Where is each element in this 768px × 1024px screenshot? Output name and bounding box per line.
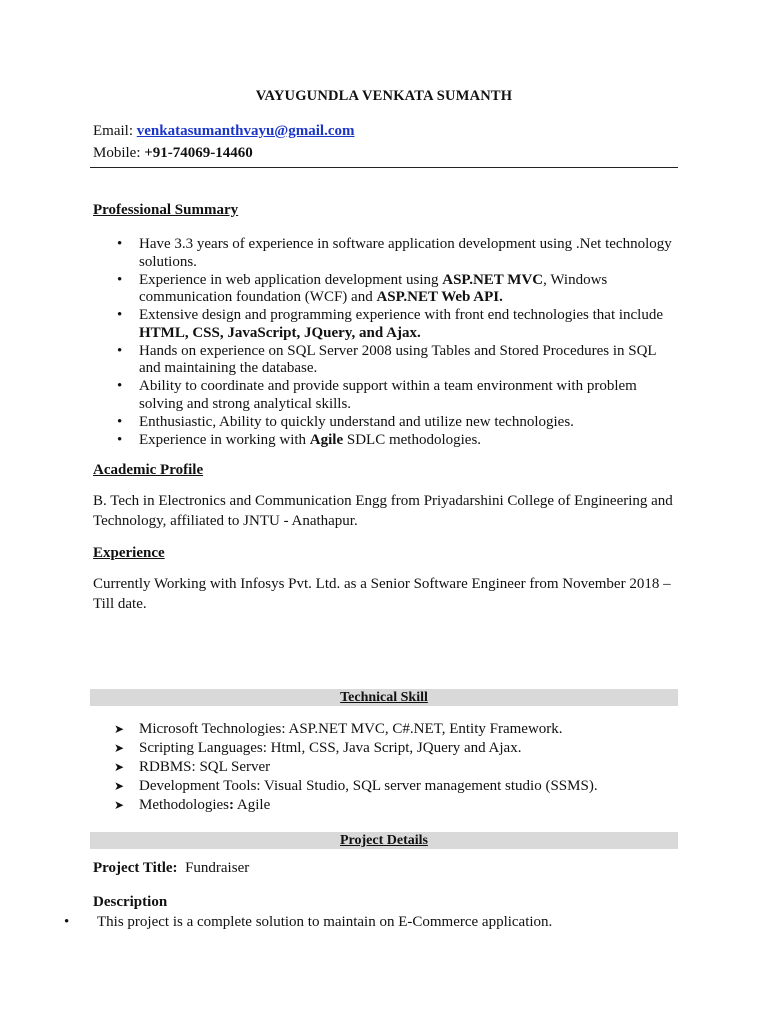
- summary-item: [93, 378, 673, 413]
- arrow-bullet-icon: ➤: [114, 779, 125, 793]
- summary-heading: Professional Summary: [93, 202, 239, 218]
- summary-item-text: Have 3.3 years of experience in software application development using .Net technology solutions.: [139, 236, 672, 270]
- email-link[interactable]: venkatasumanthvayu@gmail.com: [136, 123, 355, 139]
- experience-heading: Experience: [93, 545, 165, 561]
- mobile-number: +91-74069-14460: [144, 145, 253, 161]
- summary-item: [93, 272, 673, 307]
- summary-item-text: Experience in working with: [139, 431, 310, 448]
- description-text: This project is a complete solution to maintain on E-Commerce application.: [97, 914, 553, 930]
- summary-item-text: , Windows communication foundation (WCF) and: [139, 271, 608, 305]
- mobile-line: [93, 145, 253, 163]
- summary-item-bold: HTML, CSS, JavaScript, JQuery, and Ajax.: [139, 324, 421, 341]
- skill-item-text: Scripting Languages: Html, CSS, Java Script, JQuery and Ajax.: [139, 740, 522, 756]
- bullet-icon: •: [117, 307, 123, 323]
- email-label: Email:: [93, 123, 137, 139]
- bullet-icon: •: [117, 271, 123, 288]
- summary-item-text: Hands on experience on SQL Server 2008 using Tables and Stored Procedures in SQL and maintaining the database.: [139, 342, 657, 376]
- technical-skill-band: Technical Skill: [90, 689, 678, 706]
- academic-text: B. Tech in Electronics and Communication Engg from Priyadarshini College of Engineering and Technology, affiliated to JNTU - Anathapur.: [93, 493, 673, 529]
- bullet-icon: •: [117, 413, 123, 430]
- skill-item-text: Methodologies: [139, 797, 229, 813]
- arrow-bullet-icon: ➤: [114, 798, 125, 812]
- skill-item: [93, 720, 683, 739]
- summary-item-bold: Agile: [309, 431, 344, 448]
- skill-item: [93, 739, 683, 758]
- arrow-bullet-icon: ➤: [114, 741, 125, 755]
- skill-item-text: RDBMS: SQL Server: [139, 759, 271, 775]
- summary-item: [93, 432, 673, 450]
- skill-item-text: Microsoft Technologies: ASP.NET MVC, C#.NET, Entity Framework.: [139, 721, 563, 737]
- skill-item-text: Agile: [234, 797, 271, 813]
- project-title-line: [93, 860, 249, 878]
- summary-item-text: SDLC methodologies.: [343, 431, 482, 448]
- skill-item-text: Development Tools: Visual Studio, SQL server management studio (SSMS).: [139, 778, 598, 794]
- academic-heading: Academic Profile: [93, 462, 204, 478]
- bullet-icon: •: [117, 342, 123, 359]
- summary-item-text: Ability to coordinate and provide support within a team environment with problem solving and strong analytical skills.: [139, 378, 637, 412]
- summary-item: [93, 236, 673, 271]
- email-line: [93, 123, 354, 141]
- experience-text: Currently Working with Infosys Pvt. Ltd. as a Senior Software Engineer from November 2018 – Till date.: [93, 576, 671, 612]
- skill-item: [93, 796, 683, 815]
- arrow-bullet-icon: ➤: [114, 722, 125, 736]
- candidate-name: VAYUGUNDLA VENKATA SUMANTH: [255, 88, 513, 104]
- arrow-bullet-icon: ➤: [114, 760, 125, 774]
- skills-list: [93, 720, 683, 815]
- summary-item-bold: ASP.NET Web API.: [376, 289, 503, 305]
- header-divider: [90, 167, 678, 168]
- skill-item-text: :: [229, 797, 234, 813]
- description-heading: Description: [93, 894, 168, 910]
- summary-item: [93, 307, 673, 342]
- summary-item: [93, 414, 673, 432]
- bullet-icon: •: [64, 914, 70, 930]
- summary-item: [93, 343, 673, 378]
- mobile-label: Mobile:: [93, 145, 145, 161]
- summary-item-text: Extensive design and programming experience with front end technologies that include: [139, 307, 664, 323]
- summary-list: [93, 236, 673, 450]
- project-details-band: Project Details: [90, 832, 678, 849]
- summary-item-text: Experience in web application development using: [139, 271, 443, 288]
- summary-item-text: Enthusiastic, Ability to quickly understand and utilize new technologies.: [139, 413, 574, 430]
- bullet-icon: •: [117, 236, 123, 252]
- bullet-icon: •: [117, 378, 123, 394]
- project-title-label: Project Title:: [93, 860, 178, 876]
- bullet-icon: •: [117, 431, 123, 448]
- skill-item: [93, 758, 683, 777]
- summary-item-bold: ASP.NET MVC: [442, 271, 544, 288]
- skill-item: [93, 777, 683, 796]
- project-title-value: Fundraiser: [185, 860, 250, 876]
